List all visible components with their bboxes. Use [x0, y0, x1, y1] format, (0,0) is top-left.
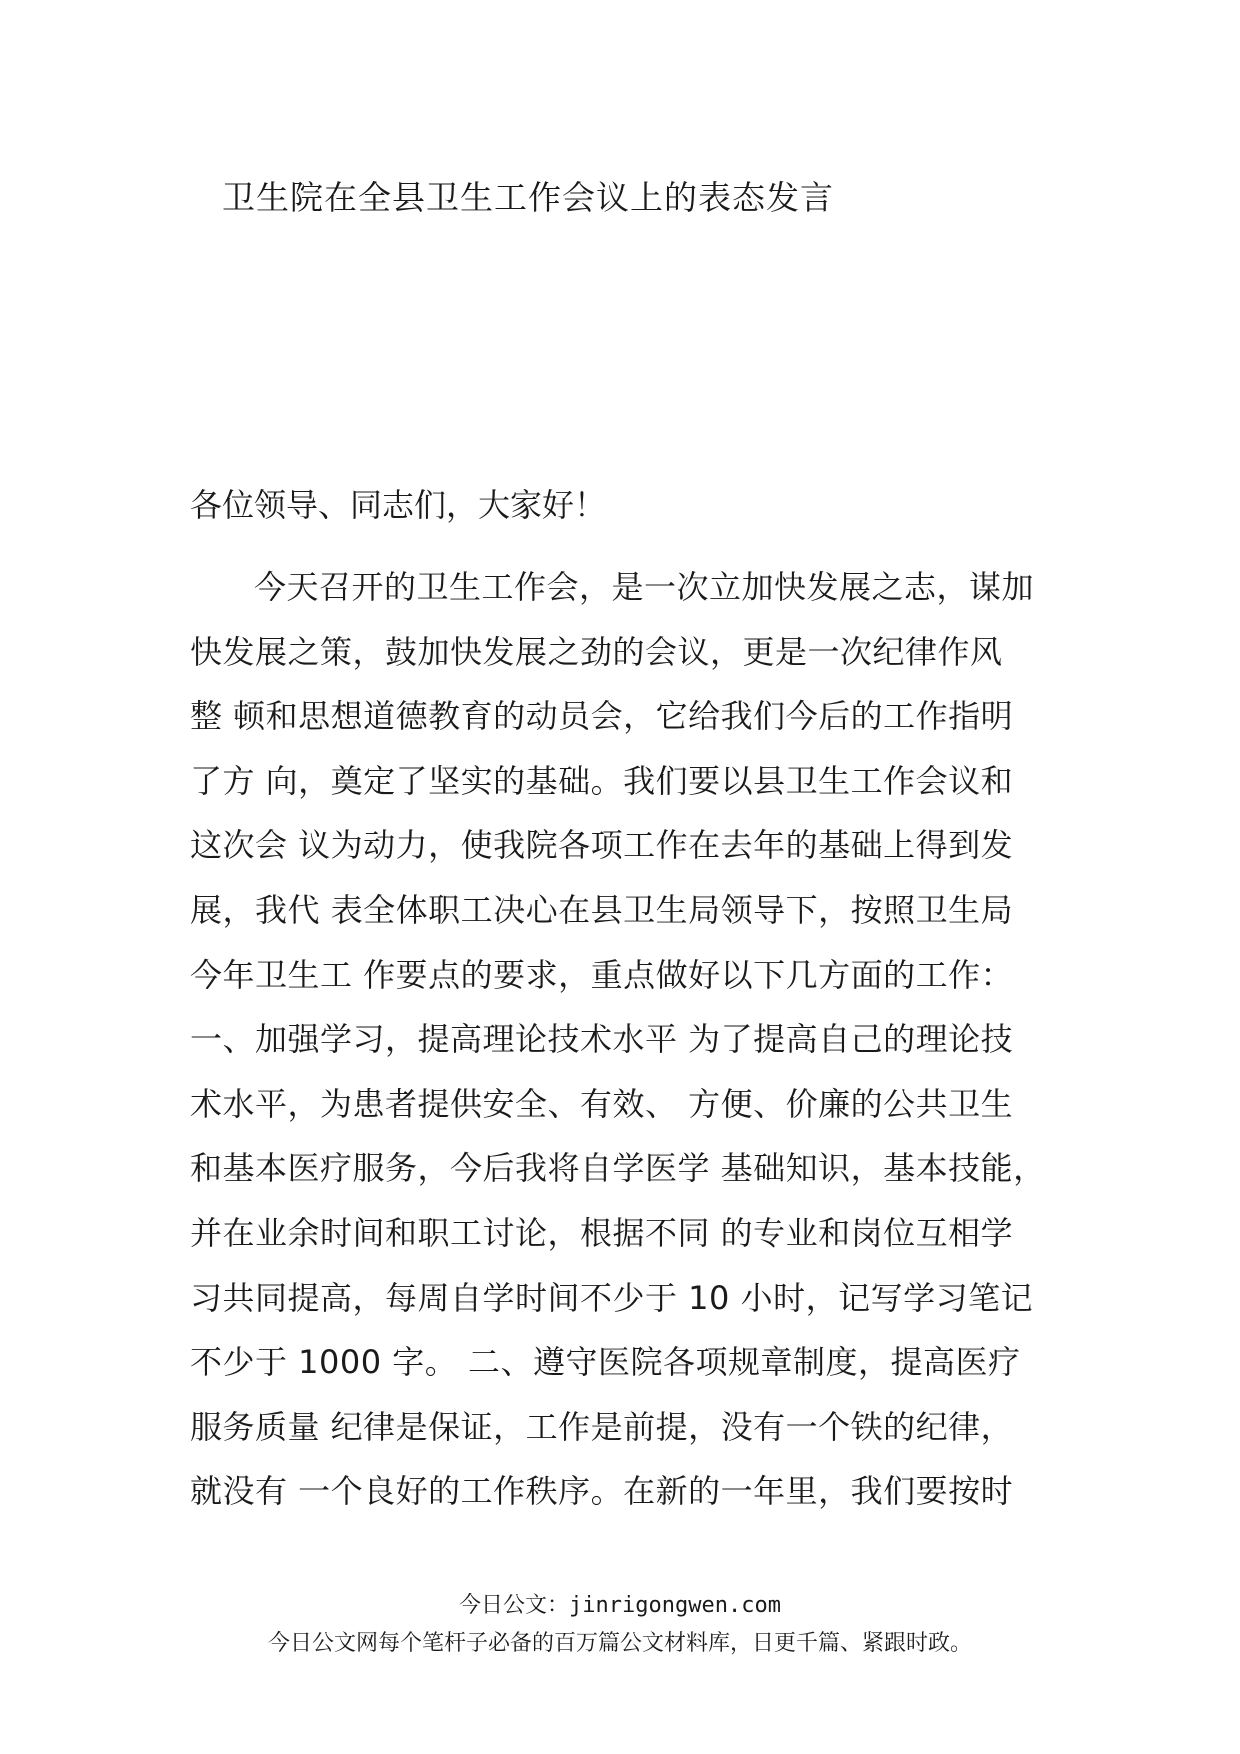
body-line: 了方 向，奠定了坚实的基础。我们要以县卫生工作会议和: [190, 761, 1014, 800]
body-line: 和基本医疗服务，今后我将自学医学 基础知识，基本技能，: [190, 1149, 1046, 1188]
footer-site: [0, 1588, 1240, 1619]
document-title: 卫生院在全县卫生工作会议上的表态发言: [222, 178, 834, 217]
body-line: 快发展之策，鼓加快发展之劲的会议，更是一次纪律作风: [190, 632, 1003, 671]
body-line: 今天召开的卫生工作会，是一次立加快发展之志，谋加: [254, 568, 1035, 606]
body-line: 一、加强学习，提高理论技术水平 为了提高自己的理论技: [190, 1020, 1014, 1059]
body-line: 整 顿和思想道德教育的动员会，它给我们今后的工作指明: [190, 697, 1014, 736]
body-line: 不少于 1000 字。 二、遵守医院各项规章制度，提高医疗: [190, 1343, 1021, 1382]
body-line: 服务质量 纪律是保证，工作是前提，没有一个铁的纪律，: [190, 1407, 1014, 1446]
body-line: 习共同提高，每周自学时间不少于 10 小时，记写学习笔记: [190, 1278, 1034, 1317]
body-line: 并在业余时间和职工讨论，根据不同 的专业和岗位互相学: [190, 1213, 1014, 1252]
body-line: 术水平，为患者提供安全、有效、 方便、价廉的公共卫生: [190, 1084, 1014, 1123]
salutation: 各位领导、同志们，大家好！: [190, 486, 607, 524]
body-text: [190, 555, 1070, 1524]
body-line: 就没有 一个良好的工作秩序。在新的一年里，我们要按时: [190, 1472, 1014, 1511]
footer-slogan: 今日公文网每个笔杆子必备的百万篇公文材料库，日更千篇、紧跟时政。: [267, 1631, 972, 1656]
footer-site-label: 今日公文：: [459, 1593, 570, 1618]
footer-site-url[interactable]: jinrigongwen.com: [569, 1593, 781, 1618]
body-line: 今年卫生工 作要点的要求，重点做好以下几方面的工作：: [190, 955, 1014, 994]
body-line: 展，我代 表全体职工决心在县卫生局领导下，按照卫生局: [190, 890, 1014, 929]
body-line: 这次会 议为动力，使我院各项工作在去年的基础上得到发: [190, 826, 1014, 865]
